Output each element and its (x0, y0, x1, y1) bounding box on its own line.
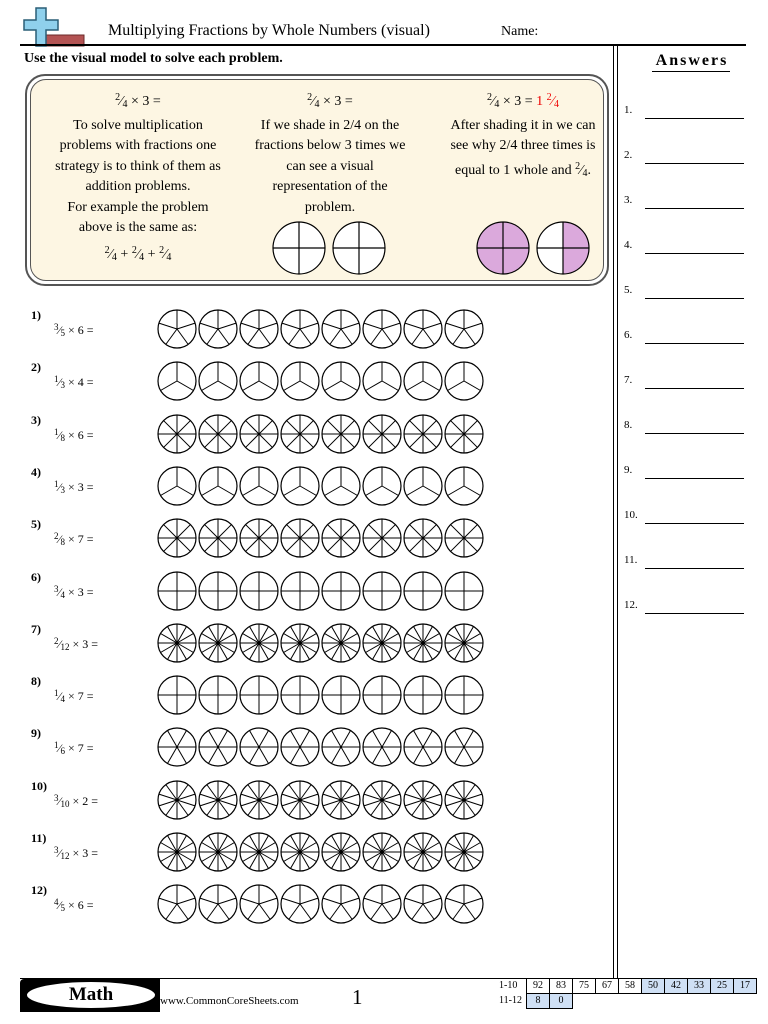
fraction-circle[interactable] (445, 519, 483, 557)
fraction-circles (156, 308, 486, 350)
fraction-circle[interactable] (404, 519, 442, 557)
fraction-circles (156, 360, 486, 402)
fraction-circle[interactable] (363, 310, 401, 348)
fraction-circles (156, 883, 486, 925)
text-line: If we shade in 2/4 on the (260, 117, 400, 133)
fraction-circle[interactable] (199, 572, 237, 610)
example-answer-column (427, 88, 619, 184)
problem-equation: $^1⁄_3 \times 3$ = (54, 478, 94, 495)
answer-number: 9. (624, 464, 633, 476)
scoring-key-cell: 92 (526, 979, 549, 994)
fraction-circle[interactable] (404, 781, 442, 819)
fraction-circle[interactable] (445, 362, 483, 400)
example-equation-2: $^2⁄_4 \times 3$ = (307, 92, 353, 110)
fraction-circle[interactable] (240, 885, 278, 923)
fraction-circle[interactable] (445, 467, 483, 505)
fraction-circle[interactable] (404, 624, 442, 662)
fraction-circle[interactable] (322, 415, 360, 453)
fraction-circle[interactable] (158, 415, 196, 453)
fraction-circle[interactable] (445, 728, 483, 766)
header-divider (20, 44, 746, 46)
answer-row (624, 329, 746, 349)
problem-number: 10) (31, 778, 47, 793)
problem-12 (0, 883, 600, 933)
footer-brand: Math (27, 982, 155, 1008)
fraction-circle (333, 222, 385, 274)
fraction-circle[interactable] (281, 415, 319, 453)
fraction-circle[interactable] (281, 572, 319, 610)
answer-row (624, 419, 746, 439)
fraction-circle[interactable] (322, 310, 360, 348)
instructions: Use the visual model to solve each problem. (24, 51, 283, 66)
scoring-key-cell: 58 (618, 979, 641, 994)
scoring-key-cell: 17 (733, 979, 756, 994)
example-strategy-column (35, 88, 241, 268)
answer-number: 2. (624, 149, 633, 161)
visual-text (241, 116, 419, 219)
answer-blank[interactable] (645, 568, 744, 569)
fraction-circle[interactable] (404, 728, 442, 766)
problem-equation: $^3⁄_{10} \times 2$ = (54, 792, 99, 809)
fraction-circle[interactable] (158, 885, 196, 923)
problem-number: 4) (31, 464, 41, 479)
fraction-circles (156, 779, 486, 821)
fraction-circle[interactable] (363, 833, 401, 871)
scoring-key-cell: 67 (595, 979, 618, 994)
fraction-circle[interactable] (445, 310, 483, 348)
text-line: addition problems. (85, 179, 191, 194)
problem-number: 11) (31, 831, 47, 845)
fraction-circle[interactable] (445, 415, 483, 453)
answer-blank[interactable] (645, 118, 744, 119)
problem-11 (0, 831, 600, 881)
fraction-circles (156, 413, 486, 455)
fraction-circle[interactable] (158, 624, 196, 662)
answer-row (624, 509, 746, 529)
answer-blank[interactable] (645, 388, 744, 389)
fraction-circle[interactable] (363, 415, 401, 453)
answer-number: 4. (624, 239, 633, 251)
example-box (25, 74, 609, 286)
fraction-circle[interactable] (363, 885, 401, 923)
fraction-circle[interactable] (281, 624, 319, 662)
answer-number: 3. (624, 194, 633, 206)
example-equation-3: $^2⁄_4 \times 3 = 1$ $^2⁄_4$ (487, 92, 559, 110)
fraction-circle[interactable] (240, 624, 278, 662)
scoring-key-row-label: 1-10 (499, 980, 518, 991)
problem-2 (0, 360, 600, 410)
example-equation-1: $^2⁄_4 \times 3$ = (115, 92, 161, 110)
fraction-circle[interactable] (363, 572, 401, 610)
fraction-circle[interactable] (281, 362, 319, 400)
problem-number: 7) (31, 621, 41, 636)
answer-blank[interactable] (645, 433, 744, 434)
fraction-circles (156, 517, 486, 559)
fraction-circle[interactable] (404, 572, 442, 610)
fraction-circle[interactable] (445, 833, 483, 871)
text-line: problem. (304, 199, 356, 215)
fraction-circles (156, 726, 486, 768)
example-answer: 1 $^2⁄_4$ (536, 92, 559, 110)
problem-number: 12) (31, 883, 47, 898)
scoring-key-cell: 33 (687, 979, 710, 994)
problem-5 (0, 517, 600, 567)
answer-row (624, 554, 746, 574)
scoring-key-row (497, 979, 756, 994)
fraction-circle[interactable] (281, 467, 319, 505)
scoring-key-cell: 0 (549, 994, 572, 1009)
text-line: see why 2/4 three times is (450, 138, 596, 153)
fraction-circles (156, 831, 486, 873)
example-unshaded-circles (271, 220, 391, 276)
problem-number: 3) (31, 412, 41, 427)
fraction-circle[interactable] (158, 362, 196, 400)
fraction-circle[interactable] (363, 781, 401, 819)
answer-number: 10. (624, 509, 638, 521)
fraction-circle[interactable] (404, 415, 442, 453)
answer-blank[interactable] (645, 298, 744, 299)
fraction-circle[interactable] (322, 467, 360, 505)
problem-number: 5) (31, 517, 41, 532)
fraction-circle[interactable] (158, 833, 196, 871)
fraction-circle (273, 222, 325, 274)
scoring-key-cell: 83 (549, 979, 572, 994)
answer-blank[interactable] (645, 613, 744, 614)
fraction-circle[interactable] (281, 519, 319, 557)
fraction-circle[interactable] (445, 572, 483, 610)
answer-column-divider-inner (617, 46, 618, 978)
answer-number: 6. (624, 329, 633, 341)
example-shaded-circles (475, 220, 595, 276)
fraction-circle[interactable] (240, 415, 278, 453)
answer-number: 8. (624, 419, 633, 431)
text-line: To solve multiplication (73, 117, 203, 133)
scoring-key-cell: 42 (664, 979, 687, 994)
fraction-circle[interactable] (240, 833, 278, 871)
problem-equation: $^1⁄_4 \times 7$ = (54, 688, 94, 705)
problem-3 (0, 413, 600, 463)
fraction-circle[interactable] (240, 362, 278, 400)
repeated-addition: $^2⁄_4$ + $^2⁄_4$ + $^2⁄_4$ (104, 244, 172, 263)
fraction-circle[interactable] (363, 467, 401, 505)
problem-6 (0, 570, 600, 620)
fraction-circle[interactable] (404, 676, 442, 714)
answer-explanation-last-line: equal to 1 whole and $^2⁄_4$. (455, 160, 591, 179)
fraction-circle[interactable] (404, 310, 442, 348)
problem-equation: $^1⁄_6 \times 7$ = (54, 740, 94, 757)
scoring-key-row (497, 994, 756, 1009)
problem-number: 9) (31, 726, 41, 741)
fraction-circle[interactable] (199, 415, 237, 453)
fraction-circle[interactable] (199, 781, 237, 819)
scoring-key-cell: 75 (572, 979, 595, 994)
answer-number: 11. (624, 554, 638, 566)
fraction-circle[interactable] (445, 781, 483, 819)
worksheet-title: Multiplying Fractions by Whole Numbers (visual) (108, 22, 430, 39)
scoring-key-cell: 50 (641, 979, 664, 994)
fraction-circle[interactable] (322, 624, 360, 662)
fraction-circle[interactable] (322, 728, 360, 766)
fraction-circle[interactable] (281, 781, 319, 819)
answer-explanation-text (427, 116, 619, 157)
text-line: can see a visual (286, 158, 374, 174)
text-line: For example the problem (67, 199, 209, 215)
fraction-circle[interactable] (281, 728, 319, 766)
answer-row (624, 104, 746, 124)
fraction-circle[interactable] (363, 519, 401, 557)
problem-number: 1) (31, 308, 41, 322)
fraction-circle[interactable] (281, 885, 319, 923)
fraction-circle[interactable] (199, 362, 237, 400)
answer-number: 12. (624, 599, 638, 611)
problem-4 (0, 465, 600, 515)
fraction-circle[interactable] (281, 833, 319, 871)
answer-blank[interactable] (645, 253, 744, 254)
fraction-circle[interactable] (240, 310, 278, 348)
fraction-circle[interactable] (445, 885, 483, 923)
example-panel (30, 79, 604, 281)
text-line: above is the same as: (78, 220, 198, 235)
fraction-circle[interactable] (322, 519, 360, 557)
fraction-circle[interactable] (199, 310, 237, 348)
fraction-circle[interactable] (322, 676, 360, 714)
fraction-circle[interactable] (322, 362, 360, 400)
fraction-circle[interactable] (199, 885, 237, 923)
scoring-key (497, 978, 757, 1009)
fraction-circle[interactable] (158, 781, 196, 819)
fraction-circle[interactable] (199, 519, 237, 557)
fraction-circle[interactable] (404, 885, 442, 923)
fraction-circle[interactable] (363, 676, 401, 714)
problem-1 (0, 308, 600, 358)
text-line: problems with fractions one (59, 138, 217, 153)
fraction-circle[interactable] (240, 728, 278, 766)
answers-heading-underline (652, 71, 730, 72)
answer-row (624, 149, 746, 169)
answer-column-divider (613, 46, 614, 978)
problem-equation: $^3⁄_4 \times 3$ = (54, 583, 94, 600)
answer-row (624, 374, 746, 394)
fraction-circle[interactable] (158, 728, 196, 766)
fraction-circle[interactable] (158, 467, 196, 505)
text-line: representation of the (272, 179, 388, 194)
answer-blank[interactable] (645, 343, 744, 344)
answer-blank[interactable] (645, 163, 744, 164)
text-line: strategy is to think of them as (55, 158, 221, 174)
problem-equation: $^1⁄_3 \times 4$ = (54, 374, 94, 391)
answer-number: 1. (624, 104, 633, 116)
problem-9 (0, 726, 600, 776)
fraction-circle[interactable] (199, 728, 237, 766)
fraction-circle[interactable] (158, 676, 196, 714)
answer-blank[interactable] (645, 523, 744, 524)
fraction-circle[interactable] (281, 676, 319, 714)
answer-row (624, 599, 746, 619)
fraction-circle[interactable] (445, 624, 483, 662)
fraction-circle[interactable] (322, 781, 360, 819)
scoring-key-row-label: 11-12 (499, 995, 522, 1006)
footer-url: www.CommonCoreSheets.com (160, 995, 299, 1007)
answer-row (624, 194, 746, 214)
answer-row (624, 464, 746, 484)
fraction-circle-half-shaded (537, 222, 589, 274)
fraction-circle[interactable] (199, 676, 237, 714)
fraction-circle[interactable] (363, 624, 401, 662)
fraction-circle[interactable] (404, 833, 442, 871)
fraction-circle[interactable] (158, 310, 196, 348)
strategy-text (35, 116, 241, 239)
problem-equation: $^4⁄_5 \times 6$ = (54, 897, 94, 914)
fraction-circle-fully-shaded (477, 222, 529, 274)
text-line: fractions below 3 times we (254, 138, 406, 153)
answer-blank[interactable] (645, 478, 744, 479)
fraction-circle[interactable] (363, 728, 401, 766)
problem-7 (0, 622, 600, 672)
fraction-circle[interactable] (363, 362, 401, 400)
fraction-circle[interactable] (445, 676, 483, 714)
fraction-circles (156, 570, 486, 612)
name-label: Name: (501, 24, 539, 39)
fraction-circles (156, 674, 486, 716)
fraction-circle[interactable] (199, 467, 237, 505)
fraction-circle[interactable] (199, 624, 237, 662)
fraction-circle[interactable] (240, 519, 278, 557)
answers-heading: Answers (655, 52, 729, 69)
problem-number: 2) (31, 360, 41, 375)
problem-number: 6) (31, 569, 41, 584)
fraction-circle[interactable] (158, 519, 196, 557)
problem-10 (0, 779, 600, 829)
problem-equation: $^3⁄_{12} \times 3$ = (54, 845, 99, 861)
fraction-circles (156, 622, 486, 664)
problem-equation: $^2⁄_{12} \times 3$ = (54, 635, 99, 652)
fraction-circle[interactable] (240, 467, 278, 505)
fraction-circle[interactable] (322, 572, 360, 610)
fraction-circle[interactable] (240, 572, 278, 610)
answer-row (624, 239, 746, 259)
page-number: 1 (352, 985, 363, 1009)
scoring-key-cell: 8 (526, 994, 549, 1009)
answer-row (624, 284, 746, 304)
fraction-circle[interactable] (322, 885, 360, 923)
plus-logo-icon (22, 6, 86, 48)
problem-number: 8) (31, 674, 41, 689)
example-visual-column (241, 88, 419, 218)
fraction-circle[interactable] (322, 833, 360, 871)
scoring-key-cell: 25 (710, 979, 733, 994)
fraction-circle[interactable] (404, 362, 442, 400)
problem-equation: $^2⁄_8 \times 7$ = (54, 531, 94, 548)
answer-blank[interactable] (645, 208, 744, 209)
fraction-circles (156, 465, 486, 507)
text-line: After shading it in we can (450, 117, 596, 133)
answer-number: 5. (624, 284, 633, 296)
answer-number: 7. (624, 374, 633, 386)
problem-equation: $^1⁄_8 \times 6$ = (54, 426, 94, 443)
problem-8 (0, 674, 600, 724)
fraction-circle[interactable] (240, 781, 278, 819)
fraction-circle[interactable] (158, 572, 196, 610)
fraction-circle[interactable] (281, 310, 319, 348)
fraction-circle[interactable] (199, 833, 237, 871)
problem-equation: $^3⁄_5 \times 6$ = (54, 322, 94, 338)
fraction-circle[interactable] (240, 676, 278, 714)
fraction-circle[interactable] (404, 467, 442, 505)
